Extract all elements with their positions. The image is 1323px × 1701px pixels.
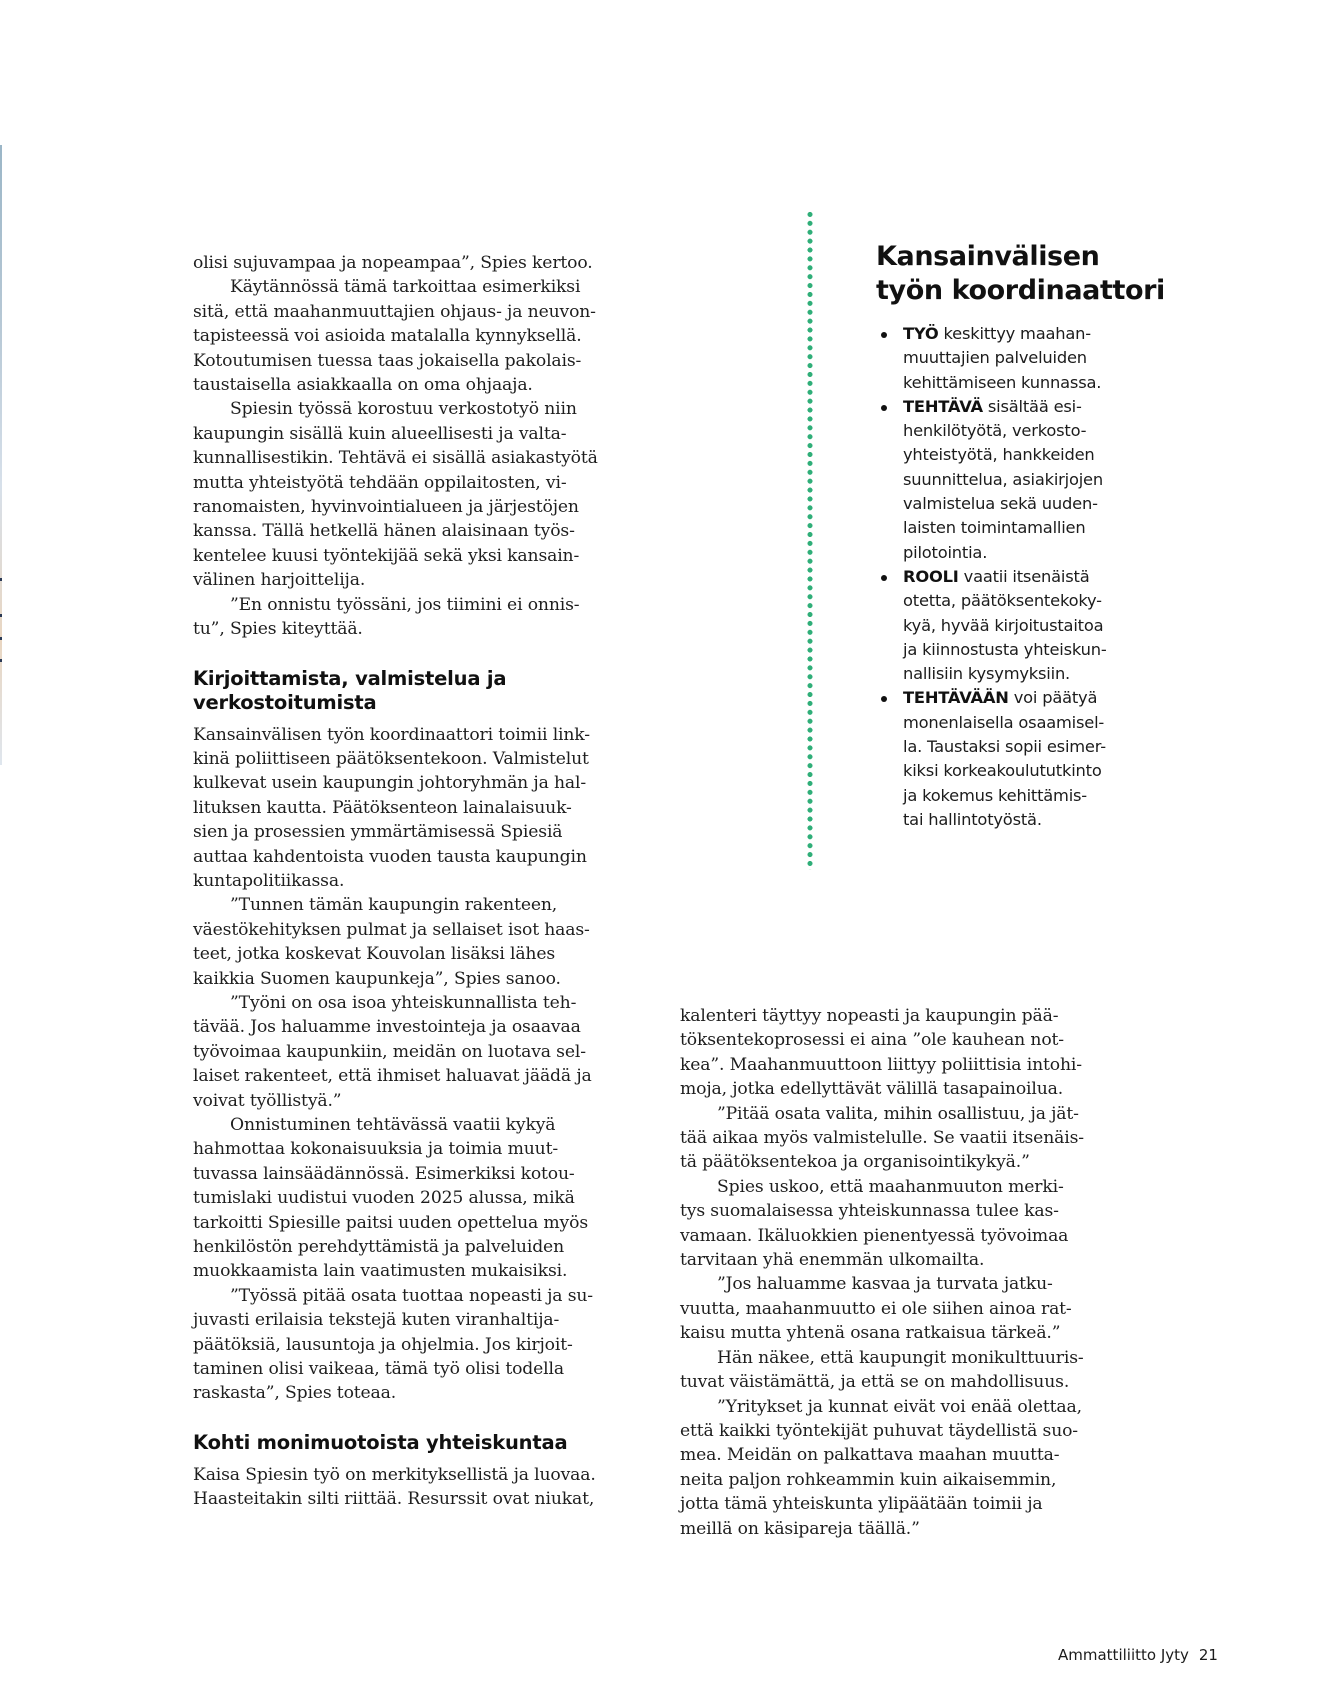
text-line: hahmottaa kokonaisuuksia ja toimia muut- (193, 1139, 558, 1160)
text-line: muokkaamista lain vaatimusten mukaisiksi. (193, 1261, 568, 1282)
text-line: verkostoitumista (193, 690, 377, 714)
paragraph (193, 1113, 653, 1284)
text-line: ja kiinnostusta yhteiskun- (903, 639, 1107, 659)
text-line: otetta, päätöksentekoky- (903, 591, 1102, 611)
text-line: kaisu mutta yhtenä osana ratkaisua tärkeä.” (680, 1323, 1061, 1344)
text-line: ranomaisten, hyvinvointialueen ja järjestöjen (193, 497, 579, 518)
text-line: Kirjoittamista, valmistelua ja (193, 666, 507, 690)
fact-keyword: TYÖ (903, 324, 939, 343)
text-line: tapisteessä voi asioida matalalla kynnyksellä. (193, 326, 582, 347)
text-line: ”Yritykset ja kunnat eivät voi enää olettaa, (717, 1396, 1082, 1417)
text-line: kanssa. Tällä hetkellä hänen alaisinaan työs- (193, 521, 575, 542)
paragraph (193, 251, 653, 275)
edge-mark (0, 614, 2, 617)
section-heading (193, 667, 653, 715)
text-line: päätöksiä, lausuntoja ja ohjelmia. Jos kirjoit- (193, 1334, 573, 1355)
text-line: kyä, hyvää kirjoitustaitoa (903, 615, 1104, 635)
text-line: ”Tunnen tämän kaupungin rakenteen, (230, 895, 558, 916)
bullet-icon (881, 332, 887, 338)
text-line: kuntapolitiikassa. (193, 870, 345, 891)
text-line: auttaa kahdentoista vuoden tausta kaupungin (193, 846, 587, 867)
edge-mark (0, 578, 2, 581)
article-left-column (193, 251, 653, 1512)
text-line: mutta yhteistyötä tehdään oppilaitosten, vi- (193, 472, 567, 493)
text-line: tuvat väistämättä, ja että se on mahdollisuus. (680, 1372, 1070, 1393)
fact-item (876, 565, 1206, 686)
text-line: Käytännössä tämä tarkoittaa esimerkiksi (230, 277, 581, 298)
text-line: Kansainvälisen (876, 241, 1100, 272)
fact-box-title (876, 240, 1206, 308)
text-line: pilotointia. (903, 542, 988, 562)
text-line: sitä, että maahanmuuttajien ohjaus- ja neuvon- (193, 301, 596, 322)
fact-text: keskittyy maahan- (938, 324, 1091, 343)
text-line: ”Jos haluamme kasvaa ja turvata jatku- (717, 1274, 1053, 1295)
text-line: väestökehityksen pulmat ja sellaiset isot haas- (193, 919, 590, 940)
edge-mark (0, 637, 2, 640)
text-line: ja kokemus kehittämis- (903, 785, 1087, 805)
text-line: valmistelua sekä uuden- (903, 494, 1098, 514)
text-line: tarkoitti Spiesille paitsi uuden opettelua myös (193, 1212, 588, 1233)
paragraph (680, 1102, 1140, 1175)
fact-item (876, 322, 1206, 395)
text-line: kentelee kuusi työntekijää sekä yksi kansain- (193, 545, 580, 566)
text-line: muuttajien palveluiden (903, 348, 1087, 368)
text-line: ”En onnistu työssäni, jos tiimini ei onnis- (230, 594, 580, 615)
text-line: kaupungin sisällä kuin alueellisesti ja valta- (193, 423, 567, 444)
text-line: Hän näkee, että kaupungit monikulttuuris- (717, 1347, 1084, 1368)
text-line: työvoimaa kaupunkiin, meidän on luotava sel- (193, 1041, 586, 1062)
text-line: Spies uskoo, että maahanmuuton merki- (717, 1176, 1064, 1197)
paragraph (680, 1395, 1140, 1541)
text-line: kunnallisestikin. Tehtävä ei sisällä asiakastyötä (193, 448, 598, 469)
page-footer (1058, 1646, 1218, 1664)
text-line (903, 322, 1206, 346)
text-line: laiset rakenteet, että ihmiset haluavat jäädä ja (193, 1066, 592, 1087)
fact-keyword: ROOLI (903, 566, 959, 586)
paragraph (193, 397, 653, 592)
text-line: moja, jotka edellyttävät välillä tasapainoilua. (680, 1079, 1064, 1100)
paragraph (193, 275, 653, 397)
text-line: mea. Meidän on palkattava maahan muutta- (680, 1445, 1060, 1466)
text-line: tumislaki uudistui vuoden 2025 alussa, mikä (193, 1188, 575, 1209)
text-line: raskasta”, Spies toteaa. (193, 1383, 397, 1404)
section-heading (193, 1431, 653, 1455)
text-line: kinä poliittiseen päätöksentekoon. Valmistelut (193, 748, 589, 769)
page-number: 21 (1198, 1646, 1218, 1664)
text-line: monenlaisella osaamisel- (903, 712, 1105, 732)
text-line: nallisiin kysymyksiin. (903, 664, 1071, 684)
text-line: tu”, Spies kiteyttää. (193, 619, 363, 640)
bullet-icon (881, 405, 887, 411)
text-line: kehittämiseen kunnassa. (903, 372, 1102, 392)
text-line: jotta tämä yhteiskunta ylipäätään toimii ja (680, 1494, 1043, 1515)
text-line: la. Taustaksi sopii esimer- (903, 737, 1106, 757)
paragraph (193, 593, 653, 642)
text-line: vamaan. Ikäluokkien pienentyessä työvoimaa (680, 1225, 1069, 1246)
text-line (903, 565, 1206, 589)
text-line: tys suomalaisessa yhteiskunnassa tulee kas- (680, 1201, 1059, 1222)
text-line: taustaisella asiakkaalla on oma ohjaaja. (193, 375, 533, 396)
text-line: kulkevat usein kaupungin johtoryhmän ja hal- (193, 773, 587, 794)
fact-item (876, 395, 1206, 565)
text-line (903, 686, 1206, 710)
edge-mark (0, 659, 2, 662)
article-right-column (680, 1004, 1140, 1541)
fact-list (876, 322, 1206, 832)
text-line: olisi sujuvampaa ja nopeampaa”, Spies kertoo. (193, 253, 593, 273)
text-line: teet, jotka koskevat Kouvolan lisäksi lähes (193, 944, 556, 965)
fact-keyword: TEHTÄVÄÄN (903, 688, 1009, 708)
text-line: kalenteri täyttyy nopeasti ja kaupungin pää- (680, 1006, 1059, 1026)
text-line: tävää. Jos haluamme investointeja ja osaavaa (193, 1017, 581, 1038)
text-line: tarvitaan yhä enemmän ulkomailta. (680, 1250, 985, 1271)
text-line: Spiesin työssä korostuu verkostotyö niin (230, 399, 577, 420)
text-line: vuutta, maahanmuutto ei ole siihen ainoa rat- (680, 1298, 1072, 1319)
paragraph (680, 1272, 1140, 1345)
text-line: yhteistyötä, hankkeiden (903, 445, 1095, 465)
previous-page-edge (0, 145, 2, 765)
text-line: että kaikki työntekijät puhuvat täydellistä suo- (680, 1420, 1078, 1441)
text-line: ”Pitää osata valita, mihin osallistuu, ja jät- (717, 1103, 1079, 1124)
paragraph (680, 1004, 1140, 1102)
text-line: meillä on käsipareja täällä.” (680, 1518, 920, 1539)
text-line: henkilöstön perehdyttämistä ja palveluiden (193, 1237, 564, 1258)
paragraph (193, 991, 653, 1113)
text-line: neita paljon rohkeammin kuin aikaisemmin, (680, 1469, 1057, 1490)
text-line: kiksi korkeakoulututkinto (903, 761, 1102, 781)
publication-name: Ammattiliitto Jyty (1058, 1646, 1189, 1664)
job-fact-box (876, 240, 1206, 832)
text-line: Haasteitakin silti riittää. Resurssit ovat niukat, (193, 1489, 595, 1510)
text-line: Onnistuminen tehtävässä vaatii kykyä (230, 1115, 556, 1135)
text-line: Kotoutumisen tuessa taas jokaisella pakolais- (193, 350, 582, 371)
paragraph (680, 1346, 1140, 1395)
text-line: kea”. Maahanmuuttoon liittyy poliittisia intohi- (680, 1054, 1082, 1075)
text-line: henkilötyötä, verkosto- (903, 421, 1087, 441)
text-line: Kohti monimuotoista yhteiskuntaa (193, 1430, 568, 1454)
text-line: Kansainvälisen työn koordinaattori toimii link- (193, 724, 590, 745)
text-line: juvasti erilaisia tekstejä kuten viranhaltija- (193, 1310, 560, 1331)
text-line: ”Työni on osa isoa yhteiskunnallista teh- (230, 992, 577, 1013)
paragraph (193, 1284, 653, 1406)
text-line: työn koordinaattori (876, 275, 1165, 306)
text-line: sien ja prosessien ymmärtämisessä Spiesiä (193, 822, 563, 843)
text-line: lituksen kautta. Päätöksenteon lainalaisuuk- (193, 797, 572, 818)
text-line: tää aikaa myös valmistelulle. Se vaatii itsenäis- (680, 1128, 1084, 1149)
text-line: Kaisa Spiesin työ on merkityksellistä ja luovaa. (193, 1464, 596, 1485)
dotted-divider (807, 210, 813, 870)
text-line: tuvassa lainsäädännössä. Esimerkiksi kotou- (193, 1163, 575, 1184)
text-line: tai hallintotyöstä. (903, 809, 1042, 829)
text-line: tä päätöksentekoa ja organisointikykyä.” (680, 1152, 1030, 1173)
text-line: suunnittelua, asiakirjojen (903, 469, 1103, 489)
fact-text: voi päätyä (1008, 688, 1098, 708)
text-line: laisten toimintamallien (903, 518, 1086, 538)
paragraph (193, 723, 653, 894)
fact-text: sisältää esi- (982, 396, 1082, 416)
text-line: voivat työllistyä.” (193, 1090, 342, 1111)
fact-text: vaatii itsenäistä (958, 566, 1090, 586)
text-line: ”Työssä pitää osata tuottaa nopeasti ja su- (230, 1285, 593, 1306)
text-line: taminen olisi vaikeaa, tämä työ olisi todella (193, 1359, 564, 1380)
paragraph (680, 1175, 1140, 1273)
paragraph (193, 1463, 653, 1512)
fact-item (876, 686, 1206, 832)
paragraph (193, 893, 653, 991)
text-line: kaikkia Suomen kaupunkeja”, Spies sanoo. (193, 968, 561, 989)
fact-keyword: TEHTÄVÄ (903, 396, 983, 416)
text-line (903, 395, 1206, 419)
text-line: välinen harjoittelija. (193, 570, 366, 591)
bullet-icon (881, 575, 887, 581)
text-line: töksentekoprosessi ei aina ”ole kauhean not- (680, 1030, 1064, 1051)
bullet-icon (881, 696, 887, 702)
